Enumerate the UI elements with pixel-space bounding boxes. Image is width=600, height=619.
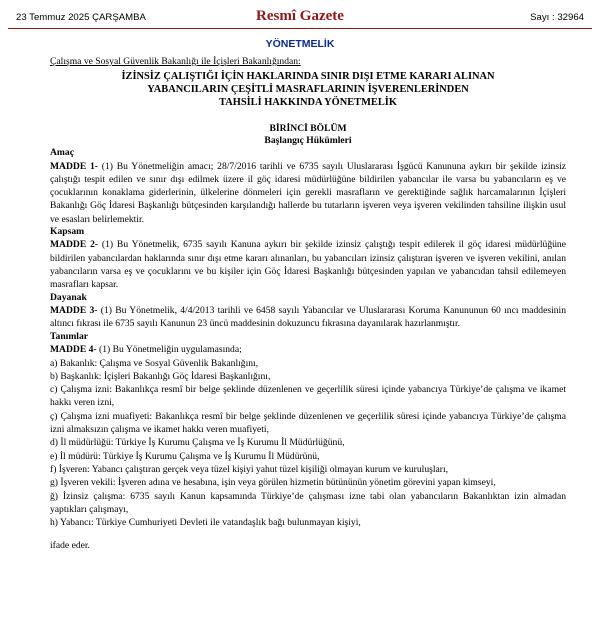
title-line: YABANCILARIN ÇEŞİTLİ MASRAFLARININ İŞVERENLERİNDEN <box>147 84 469 95</box>
definition-item: e) İl müdürü: Türkiye İş Kurumu Çalışma ve İş Kurumu İl Müdürünü, <box>50 450 320 462</box>
article-number: MADDE 2- <box>50 239 99 251</box>
article-text: (1) Bu Yönetmeliğin amacı; 28/7/2016 tarihli ve 6735 sayılı Uluslararası İşgücü Kanununa aykırı bir şekilde izinsiz çalıştığı tespit edilen ve sınır dışı edilmek üzere il göç idaresi müdürlüğüne bildirilen yabancılar ile varsa bu yabancıların eş ve çocuklarının konaklama giderlerinin, ülkelerine dönmeleri için gerekli masrafların ve gerektiğinde sağlık harcamalarının İçişleri Bakanlığı Göç İdaresi Başkanlığı bütçesinden karşılandığı hallerde bu tutarların işveren veya işveren vekilinden tahsiline ilişkin usul ve esasları belirlemektir. <box>50 160 566 225</box>
article-3 <box>50 304 566 331</box>
issue-number: Sayı : 32964 <box>530 12 584 23</box>
part-heading <box>50 123 566 147</box>
definition-item: f) İşveren: Yabancı çalıştıran gerçek veya tüzel kişiyi yahut tüzel kişiliği olmayan kurum ve kuruluşları, <box>50 463 449 475</box>
document-body <box>50 56 566 562</box>
definition-item: g) İşveren vekili: İşveren adına ve hesabına, işin veya görülen hizmetin bütününün yönetim görevini yapan kimseyi, <box>50 477 496 489</box>
definition-item: b) Başkanlık: İçişleri Bakanlığı Göç İdaresi Başkanlığını, <box>50 370 271 382</box>
gazette-title: Resmî Gazete <box>256 8 344 24</box>
section-heading-dayanak: Dayanak <box>50 291 87 303</box>
article-number: MADDE 1- <box>50 160 98 172</box>
article-1 <box>50 160 566 226</box>
part-subtitle: Başlangıç Hükümleri <box>264 135 352 146</box>
article-text: (1) Bu Yönetmelik, 4/4/2013 tarihli ve 6458 sayılı Yabancılar ve Uluslararası Koruma Kanununun 60 ıncı maddesinin altıncı fıkrası ile 6735 sayılı Kanunun 23 üncü maddesinin dokuzuncu fıkrasına dayanılarak hazırlanmıştır. <box>50 305 566 330</box>
section-heading-amac: Amaç <box>50 147 74 158</box>
article-number: MADDE 4- <box>50 344 97 356</box>
title-line: İZİNSİZ ÇALIŞTIĞI İÇİN HAKLARINDA SINIR DIŞI ETME KARARI ALINAN <box>121 71 495 82</box>
gazette-header <box>8 6 592 29</box>
definition-item: ç) Çalışma izni muafiyeti: Bakanlıkça resmî bir belge şeklinde düzenlenen ve geçerlilik süresi içinde yabancıya Türkiye’de çalışma izni almaksızın çalışma ve ikamet hakkı veren muafiyeti, <box>50 410 566 436</box>
article-text: (1) Bu Yönetmeliğin uygulamasında; <box>96 344 242 356</box>
part-title: BİRİNCİ BÖLÜM <box>269 123 347 134</box>
issuing-ministries: Çalışma ve Sosyal Güvenlik Bakanlığı ile İçişleri Bakanlığından: <box>50 56 301 67</box>
closing-phrase: ifade eder. <box>50 540 90 552</box>
definition-item: d) İl müdürlüğü: Türkiye İş Kurumu Çalışma ve İş Kurumu İl Müdürlüğünü, <box>50 437 345 449</box>
definition-item: h) Yabancı: Türkiye Cumhuriyeti Devleti ile vatandaşlık bağı bulunmayan kişiyi, <box>50 517 361 529</box>
section-label: YÖNETMELİK <box>265 38 335 50</box>
definition-item: a) Bakanlık: Çalışma ve Sosyal Güvenlik Bakanlığını, <box>50 357 259 369</box>
definition-item: c) Çalışma izni: Bakanlıkça resmî bir belge şeklinde düzenlenen ve geçerlilik süresi içinde yabancıya Türkiye’de çalışma ve ikamet hakkı veren izni, <box>50 384 566 409</box>
article-number: MADDE 3- <box>50 305 98 317</box>
article-text: (1) Bu Yönetmelik, 6735 sayılı Kanuna aykırı bir şekilde izinsiz çalıştığı tespit edilerek il göç idaresi müdürlüğüne bildirilen yabancılardan haklarında sınır dışı etme kararı alınanları, bu yabancıları izinsiz çalıştıran işveren ve işveren vekilini, anılan yabancıların varsa eş ve çocuklarını ve bu kişiler için Göç İdaresi Başkanlığı bütçesinden yapılan ve yabancıdan tahsil edilemeyen masrafları kapsar. <box>50 239 566 291</box>
title-line: TAHSİLİ HAKKINDA YÖNETMELİK <box>219 97 397 108</box>
issue-date: 23 Temmuz 2025 ÇARŞAMBA <box>16 12 146 23</box>
section-heading-kapsam: Kapsam <box>50 225 85 237</box>
article-2 <box>50 238 566 291</box>
section-heading-tanimlar: Tanımlar <box>50 330 89 342</box>
article-4 <box>50 343 566 356</box>
definition-item: ğ) İzinsiz çalışma: 6735 sayılı Kanun kapsamında Türkiye’de çalışması izne tabi olan yabancıların Bakanlıktan izin almadan yaptıkları çalışmayı, <box>50 490 566 515</box>
regulation-title <box>62 70 554 109</box>
definition-list <box>50 357 566 553</box>
